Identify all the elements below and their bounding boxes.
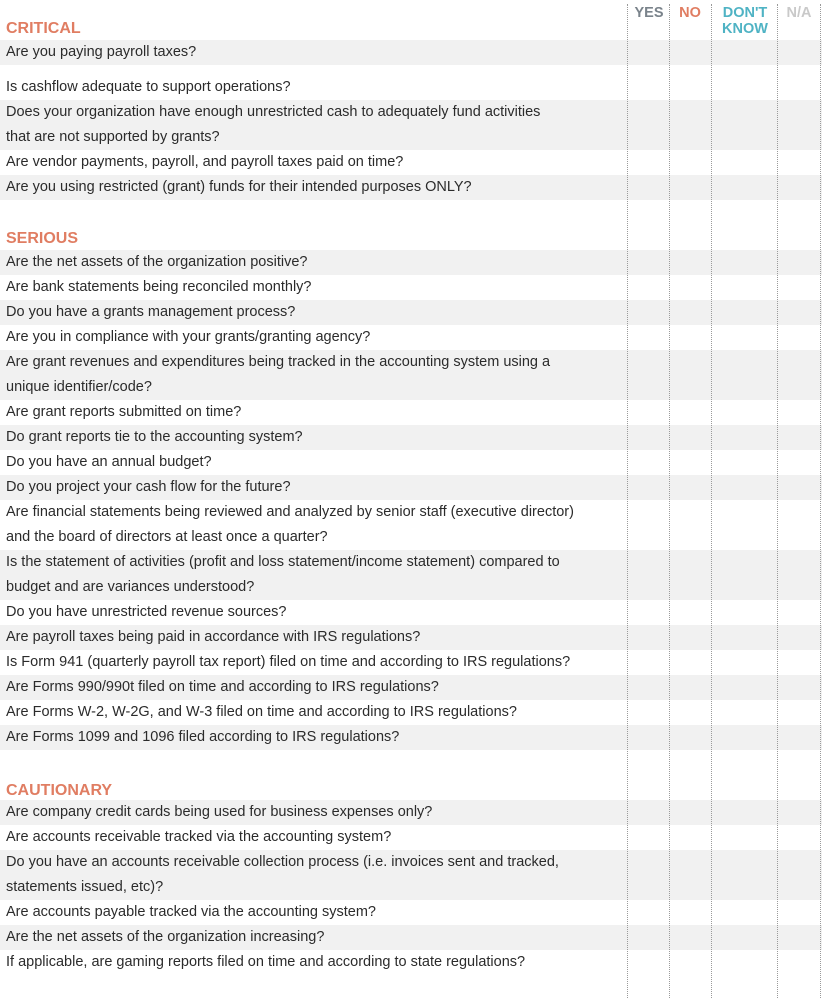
section-title-serious: SERIOUS [6, 230, 79, 247]
column-header-dont-know [713, 5, 777, 37]
question-text: Are you paying payroll taxes? [6, 44, 197, 60]
column-header-dont-know-line1: DON'T [722, 5, 768, 21]
question-text: Do you have an annual budget? [6, 454, 212, 470]
question-text: Are you using restricted (grant) funds for their intended purposes ONLY? [6, 179, 472, 195]
column-header-yes: YES [634, 5, 664, 21]
question-text: Do you have an accounts receivable collection process (i.e. invoices sent and tracked, [6, 854, 559, 870]
question-text: If applicable, are gaming reports filed on time and according to state regulations? [6, 954, 526, 970]
column-divider [627, 4, 628, 998]
question-text: Are payroll taxes being paid in accordance with IRS regulations? [6, 629, 421, 645]
question-text: and the board of directors at least once a quarter? [6, 529, 328, 545]
question-text: Are financial statements being reviewed and analyzed by senior staff (executive director) [6, 504, 574, 520]
question-text: unique identifier/code? [6, 379, 152, 395]
question-text: Are vendor payments, payroll, and payroll taxes paid on time? [6, 154, 404, 170]
question-text: statements issued, etc)? [6, 879, 164, 895]
column-header-no: NO [679, 5, 701, 21]
column-header-na: N/A [786, 5, 812, 21]
question-text: Are Forms 990/990t filed on time and according to IRS regulations? [6, 679, 439, 695]
question-text: Is the statement of activities (profit and loss statement/income statement) compared to [6, 554, 560, 570]
question-text: budget and are variances understood? [6, 579, 255, 595]
column-divider [711, 4, 712, 998]
question-text: Are you in compliance with your grants/granting agency? [6, 329, 371, 345]
section-title-critical: CRITICAL [6, 20, 81, 37]
question-text: Do you have a grants management process? [6, 304, 296, 320]
column-header-dont-know-line2: KNOW [722, 21, 768, 37]
question-text: Are accounts payable tracked via the accounting system? [6, 904, 376, 920]
column-divider [820, 4, 821, 998]
question-text: Do you project your cash flow for the future? [6, 479, 291, 495]
question-text: Do grant reports tie to the accounting system? [6, 429, 303, 445]
question-text: Are Forms W-2, W-2G, and W-3 filed on time and according to IRS regulations? [6, 704, 517, 720]
question-text: Are bank statements being reconciled monthly? [6, 279, 312, 295]
question-text: Is Form 941 (quarterly payroll tax report) filed on time and according to IRS regulations? [6, 654, 571, 670]
question-text: Does your organization have enough unrestricted cash to adequately fund activities [6, 104, 541, 120]
question-text: Are accounts receivable tracked via the accounting system? [6, 829, 392, 845]
question-text: Are Forms 1099 and 1096 filed according to IRS regulations? [6, 729, 400, 745]
section-title-cautionary: CAUTIONARY [6, 782, 113, 799]
question-text: Are the net assets of the organization increasing? [6, 929, 325, 945]
question-text: Is cashflow adequate to support operations? [6, 79, 291, 95]
question-text: Are grant revenues and expenditures being tracked in the accounting system using a [6, 354, 551, 370]
question-text: that are not supported by grants? [6, 129, 220, 145]
question-text: Are company credit cards being used for business expenses only? [6, 804, 433, 820]
question-text: Are grant reports submitted on time? [6, 404, 242, 420]
question-text: Are the net assets of the organization positive? [6, 254, 308, 270]
question-text: Do you have unrestricted revenue sources? [6, 604, 287, 620]
column-divider [669, 4, 670, 998]
column-divider [777, 4, 778, 998]
